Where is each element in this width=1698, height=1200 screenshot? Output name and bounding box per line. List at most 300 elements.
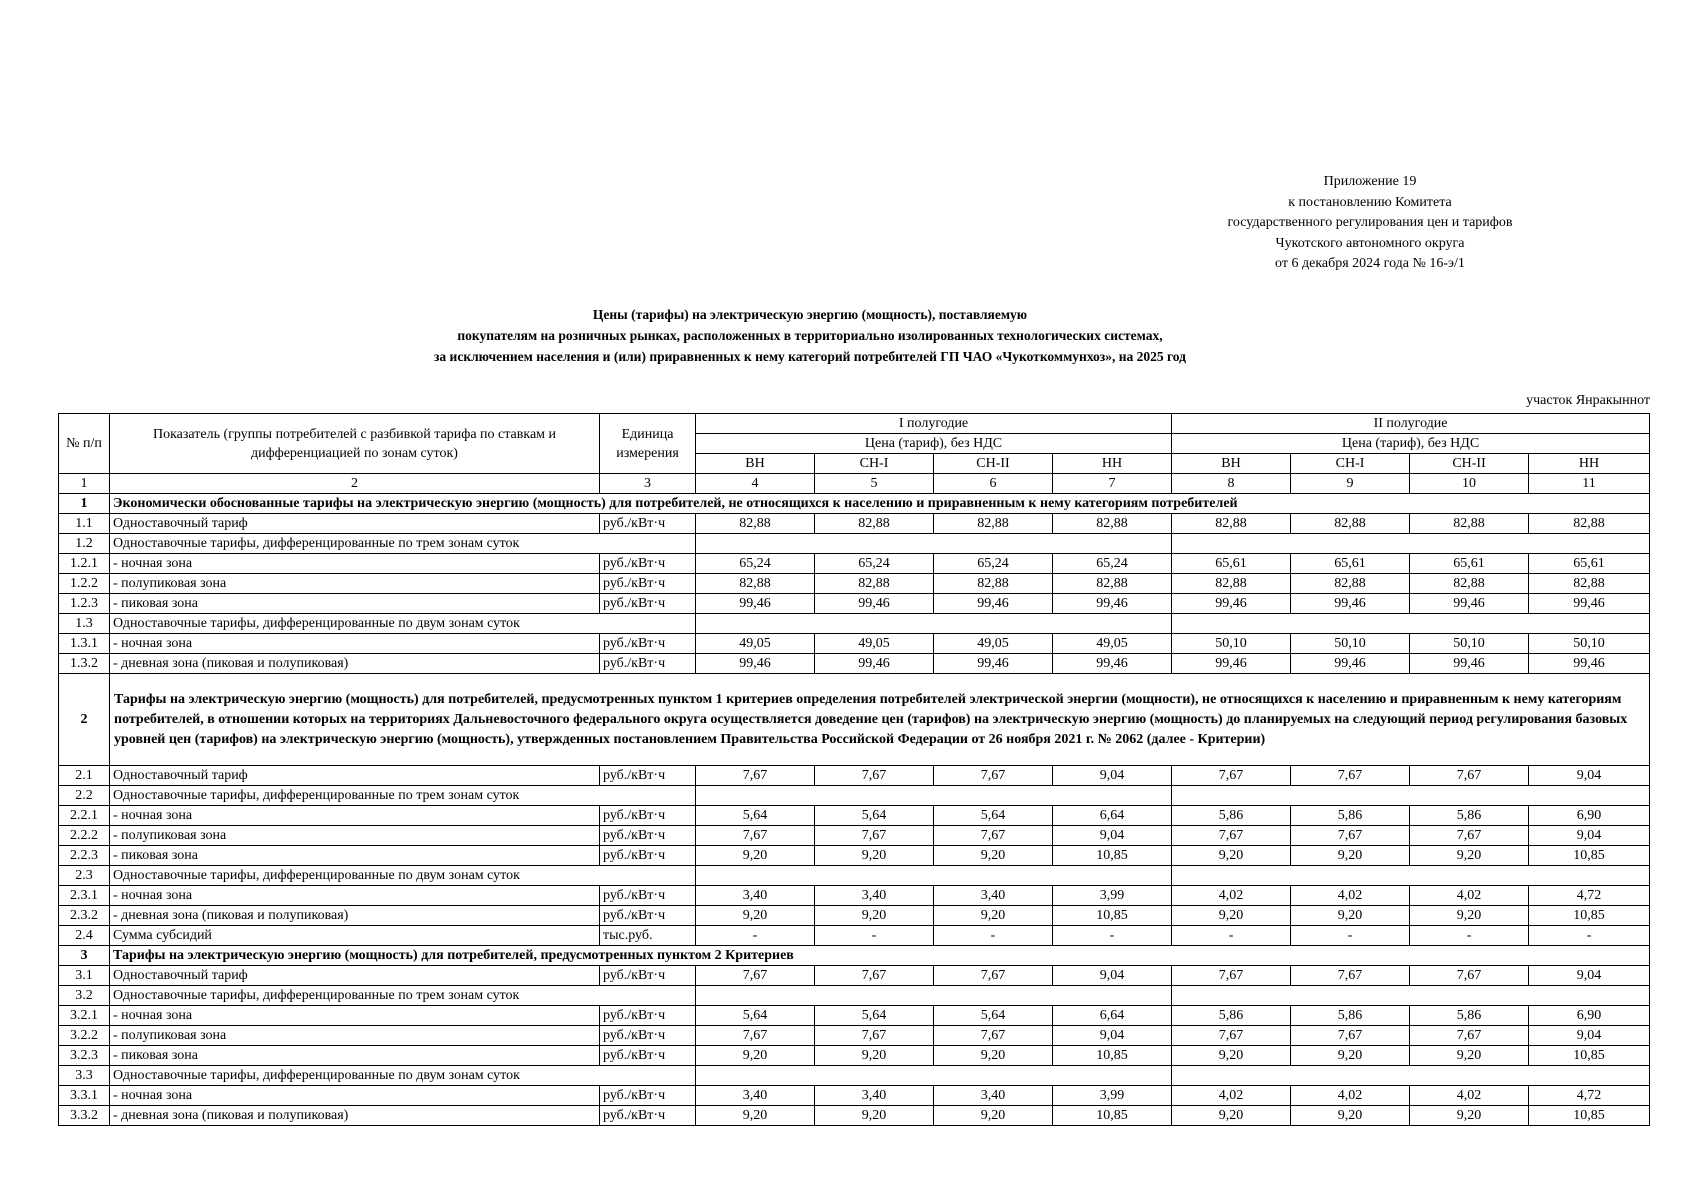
tariff-value: 99,46 <box>696 654 815 674</box>
tariff-value: 7,67 <box>696 766 815 786</box>
column-number: 6 <box>934 474 1053 494</box>
column-number: 10 <box>1410 474 1529 494</box>
column-number: 2 <box>110 474 600 494</box>
row-number: 2.2.3 <box>59 846 110 866</box>
tariff-value: 7,67 <box>696 826 815 846</box>
tariff-value: 99,46 <box>1529 594 1650 614</box>
header-half-2: II полугодие <box>1172 414 1650 434</box>
tariff-value: 5,64 <box>815 1006 934 1026</box>
row-label: Одноставочный тариф <box>110 766 600 786</box>
document-title <box>310 304 1310 367</box>
column-number: 9 <box>1291 474 1410 494</box>
tariff-value: 6,90 <box>1529 806 1650 826</box>
tariff-value: 5,64 <box>696 1006 815 1026</box>
row-label: Одноставочные тарифы, дифференцированные по трем зонам суток <box>110 786 696 806</box>
header-level: СН-II <box>934 454 1053 474</box>
tariff-value: 7,67 <box>815 766 934 786</box>
appendix-line: Чукотского автономного округа <box>1275 235 1465 251</box>
row-unit: руб./кВт·ч <box>600 1106 696 1126</box>
tariff-value: 9,04 <box>1529 966 1650 986</box>
tariff-value: 9,20 <box>1172 846 1291 866</box>
header-num: № п/п <box>59 414 110 474</box>
table-row <box>59 574 1650 594</box>
table-row <box>59 826 1650 846</box>
title-line: Цены (тарифы) на электрическую энергию (мощность), поставляемую <box>592 307 1028 322</box>
appendix-block <box>1180 172 1560 275</box>
row-label: Сумма субсидий <box>110 926 600 946</box>
row-label: Одноставочные тарифы, дифференцированные по трем зонам суток <box>110 986 696 1006</box>
tariff-value: 9,20 <box>1291 1106 1410 1126</box>
tariff-value: 50,10 <box>1529 634 1650 654</box>
tariff-value: 82,88 <box>696 514 815 534</box>
row-label: - ночная зона <box>110 554 600 574</box>
tariff-value: 7,67 <box>1172 966 1291 986</box>
table-row <box>59 926 1650 946</box>
table-row <box>59 1006 1650 1026</box>
table-row <box>59 846 1650 866</box>
tariff-value: - <box>1053 926 1172 946</box>
tariff-value: 9,20 <box>696 846 815 866</box>
tariff-value: 99,46 <box>1410 594 1529 614</box>
empty-half-1 <box>696 614 1172 634</box>
row-number: 3.2.1 <box>59 1006 110 1026</box>
tariff-value: 82,88 <box>1410 574 1529 594</box>
tariff-value: 7,67 <box>1172 1026 1291 1046</box>
tariff-value: 9,04 <box>1529 1026 1650 1046</box>
row-label: Одноставочные тарифы, дифференцированные по трем зонам суток <box>110 534 696 554</box>
tariff-value: 82,88 <box>1291 514 1410 534</box>
row-number: 1.3.1 <box>59 634 110 654</box>
row-number: 3 <box>59 946 110 966</box>
tariff-value: 6,64 <box>1053 1006 1172 1026</box>
tariff-value: 65,24 <box>1053 554 1172 574</box>
empty-half-1 <box>696 1066 1172 1086</box>
group-row <box>59 534 1650 554</box>
table-row <box>59 654 1650 674</box>
appendix-line: от 6 декабря 2024 года № 16-э/1 <box>1275 256 1465 271</box>
tariff-value: 65,61 <box>1172 554 1291 574</box>
tariff-value: 49,05 <box>1053 634 1172 654</box>
tariff-value: 9,04 <box>1053 1026 1172 1046</box>
table-row <box>59 1086 1650 1106</box>
tariff-value: 6,64 <box>1053 806 1172 826</box>
header-row-1 <box>59 414 1650 434</box>
row-number: 2.3 <box>59 866 110 886</box>
tariff-value: 5,86 <box>1291 1006 1410 1026</box>
tariff-value: 82,88 <box>815 514 934 534</box>
row-label: - ночная зона <box>110 634 600 654</box>
row-number: 1 <box>59 494 110 514</box>
row-label: - дневная зона (пиковая и полупиковая) <box>110 906 600 926</box>
tariff-value: 9,20 <box>1172 906 1291 926</box>
row-unit: руб./кВт·ч <box>600 826 696 846</box>
tariff-value: 4,72 <box>1529 886 1650 906</box>
tariff-value: 5,86 <box>1410 1006 1529 1026</box>
row-unit: руб./кВт·ч <box>600 886 696 906</box>
row-label: Одноставочные тарифы, дифференцированные по двум зонам суток <box>110 614 696 634</box>
tariff-value: 82,88 <box>1529 514 1650 534</box>
row-number: 2.3.1 <box>59 886 110 906</box>
appendix-line: государственного регулирования цен и тарифов <box>1227 215 1513 230</box>
tariff-value: 7,67 <box>1410 1026 1529 1046</box>
row-number: 3.1 <box>59 966 110 986</box>
tariff-value: 99,46 <box>934 594 1053 614</box>
tariff-value: 99,46 <box>1053 594 1172 614</box>
tariff-value: 9,04 <box>1053 766 1172 786</box>
tariff-value: 7,67 <box>1291 826 1410 846</box>
tariff-value: 6,90 <box>1529 1006 1650 1026</box>
row-number: 3.2.2 <box>59 1026 110 1046</box>
tariff-value: 9,04 <box>1053 966 1172 986</box>
tariff-value: 65,24 <box>934 554 1053 574</box>
tariff-value: 82,88 <box>1410 514 1529 534</box>
column-number: 7 <box>1053 474 1172 494</box>
tariff-value: 5,64 <box>696 806 815 826</box>
title-line: за исключением населения и (или) приравненных к нему категорий потребителей ГП ЧАО «Чукоткоммунхоз», на 2025 год <box>434 349 1186 364</box>
row-unit: руб./кВт·ч <box>600 906 696 926</box>
tariff-value: 7,67 <box>696 1026 815 1046</box>
tariff-value: 99,46 <box>1529 654 1650 674</box>
section-title: Экономически обоснованные тарифы на электрическую энергию (мощность) для потребителей, не относящихся к населению и приравненным к нему категориям потребителей <box>110 494 1650 514</box>
tariff-value: 7,67 <box>934 766 1053 786</box>
tariff-value: 99,46 <box>1172 654 1291 674</box>
row-number: 2.2.1 <box>59 806 110 826</box>
row-number: 2.2.2 <box>59 826 110 846</box>
tariff-value: 9,20 <box>934 846 1053 866</box>
row-number: 1.2.1 <box>59 554 110 574</box>
table-row <box>59 1026 1650 1046</box>
column-number: 8 <box>1172 474 1291 494</box>
row-number: 3.2 <box>59 986 110 1006</box>
empty-half-2 <box>1172 1066 1650 1086</box>
empty-half-2 <box>1172 614 1650 634</box>
tariff-value: 65,61 <box>1529 554 1650 574</box>
tariff-value: 10,85 <box>1053 906 1172 926</box>
tariff-value: 7,67 <box>934 966 1053 986</box>
tariff-value: 9,20 <box>1291 1046 1410 1066</box>
tariff-value: 82,88 <box>934 514 1053 534</box>
tariff-value: 50,10 <box>1172 634 1291 654</box>
tariff-value: 5,86 <box>1172 806 1291 826</box>
tariff-value: 4,02 <box>1410 1086 1529 1106</box>
row-label: - полупиковая зона <box>110 1026 600 1046</box>
tariff-value: 7,67 <box>1291 966 1410 986</box>
tariff-value: 82,88 <box>934 574 1053 594</box>
tariff-value: 9,20 <box>696 1046 815 1066</box>
tariff-value: 7,67 <box>1172 766 1291 786</box>
tariff-value: - <box>1410 926 1529 946</box>
tariff-value: 10,85 <box>1053 1106 1172 1126</box>
tariff-value: 3,40 <box>934 1086 1053 1106</box>
header-price-2: Цена (тариф), без НДС <box>1172 434 1650 454</box>
tariff-value: 10,85 <box>1529 1106 1650 1126</box>
header-level: СН-I <box>1291 454 1410 474</box>
row-label: - ночная зона <box>110 1006 600 1026</box>
tariff-value: - <box>1529 926 1650 946</box>
row-number: 3.3 <box>59 1066 110 1086</box>
row-number: 1.3.2 <box>59 654 110 674</box>
row-label: - пиковая зона <box>110 846 600 866</box>
tariff-value: 7,67 <box>1172 826 1291 846</box>
header-level: НН <box>1529 454 1650 474</box>
tariff-value: 9,20 <box>815 906 934 926</box>
row-label: - ночная зона <box>110 886 600 906</box>
row-number: 1.2.2 <box>59 574 110 594</box>
tariff-value: - <box>1172 926 1291 946</box>
tariff-value: 3,40 <box>696 1086 815 1106</box>
row-label: Одноставочные тарифы, дифференцированные по двум зонам суток <box>110 866 696 886</box>
tariff-value: - <box>815 926 934 946</box>
tariff-value: - <box>1291 926 1410 946</box>
row-number: 1.3 <box>59 614 110 634</box>
row-label: - дневная зона (пиковая и полупиковая) <box>110 654 600 674</box>
appendix-line: Приложение 19 <box>1323 174 1417 189</box>
title-line: покупателям на розничных рынках, расположенных в территориально изолированных технологических системах, <box>457 328 1163 343</box>
tariff-value: 99,46 <box>815 654 934 674</box>
tariff-value: 99,46 <box>1172 594 1291 614</box>
group-row <box>59 1066 1650 1086</box>
tariff-value: 4,02 <box>1291 886 1410 906</box>
table-row <box>59 514 1650 534</box>
row-label: - пиковая зона <box>110 594 600 614</box>
header-level: СН-I <box>815 454 934 474</box>
tariff-value: 3,99 <box>1053 886 1172 906</box>
row-label: - полупиковая зона <box>110 826 600 846</box>
section-title: Тарифы на электрическую энергию (мощность) для потребителей, предусмотренных пунктом 1 критериев определения потребителей электрической энергии (мощности), не относящихся к населению и приравненным к нему категориям потребителей, в отношении которых на территориях Дальневосточного федерального округа осуществляется доведение цен (тарифов) на электрическую энергию (мощность) до планируемых на следующий период регулирования базовых уровней цен (тарифов) на электрическую энергию (мощность), утвержденных постановлением Правительства Российской Федерации от 26 ноября 2021 г. № 2062 (далее - Критерии) <box>110 674 1650 766</box>
row-number: 2.2 <box>59 786 110 806</box>
column-number: 4 <box>696 474 815 494</box>
empty-half-2 <box>1172 534 1650 554</box>
table-row <box>59 554 1650 574</box>
row-unit: руб./кВт·ч <box>600 594 696 614</box>
tariff-value: 65,24 <box>696 554 815 574</box>
tariff-value: 7,67 <box>696 966 815 986</box>
tariff-value: 99,46 <box>1410 654 1529 674</box>
tariff-value: 99,46 <box>1053 654 1172 674</box>
tariff-value: 9,20 <box>1172 1046 1291 1066</box>
tariff-value: 9,20 <box>1291 846 1410 866</box>
table-row <box>59 806 1650 826</box>
column-number: 1 <box>59 474 110 494</box>
section-row <box>59 674 1650 766</box>
tariff-value: 5,86 <box>1291 806 1410 826</box>
tariff-value: 7,67 <box>815 826 934 846</box>
row-number: 2.1 <box>59 766 110 786</box>
tariff-value: 82,88 <box>1053 514 1172 534</box>
tariff-value: 3,40 <box>696 886 815 906</box>
row-unit: руб./кВт·ч <box>600 846 696 866</box>
tariff-value: 7,67 <box>1291 766 1410 786</box>
tariff-value: 82,88 <box>1172 574 1291 594</box>
tariff-value: 4,02 <box>1291 1086 1410 1106</box>
tariff-value: 9,20 <box>934 906 1053 926</box>
tariff-value: 49,05 <box>696 634 815 654</box>
table-row <box>59 1046 1650 1066</box>
tariff-value: 9,20 <box>1410 846 1529 866</box>
row-unit: руб./кВт·ч <box>600 634 696 654</box>
row-label: - полупиковая зона <box>110 574 600 594</box>
row-unit: руб./кВт·ч <box>600 1026 696 1046</box>
tariff-value: 50,10 <box>1291 634 1410 654</box>
row-unit: руб./кВт·ч <box>600 554 696 574</box>
appendix-line: к постановлению Комитета <box>1288 194 1452 210</box>
tariff-value: 9,20 <box>1410 906 1529 926</box>
tariff-value: 10,85 <box>1529 906 1650 926</box>
tariff-value: 10,85 <box>1529 1046 1650 1066</box>
header-indicator: Показатель (группы потребителей с разбивкой тарифа по ставкам и дифференциацией по зонам суток) <box>110 414 600 474</box>
tariff-value: 9,20 <box>815 846 934 866</box>
column-numbers-row <box>59 474 1650 494</box>
row-unit: руб./кВт·ч <box>600 1046 696 1066</box>
header-level: СН-II <box>1410 454 1529 474</box>
empty-half-1 <box>696 534 1172 554</box>
table-row <box>59 1106 1650 1126</box>
tariff-value: 5,64 <box>815 806 934 826</box>
row-unit: руб./кВт·ч <box>600 1086 696 1106</box>
row-label: - пиковая зона <box>110 1046 600 1066</box>
row-number: 1.2.3 <box>59 594 110 614</box>
group-row <box>59 786 1650 806</box>
tariff-value: 10,85 <box>1053 1046 1172 1066</box>
empty-half-1 <box>696 866 1172 886</box>
tariff-value: 99,46 <box>696 594 815 614</box>
tariff-value: 9,04 <box>1529 826 1650 846</box>
tariff-value: 3,40 <box>934 886 1053 906</box>
group-row <box>59 986 1650 1006</box>
row-unit: руб./кВт·ч <box>600 654 696 674</box>
tariff-value: 9,20 <box>1410 1046 1529 1066</box>
tariff-value: 65,24 <box>815 554 934 574</box>
header-level: ВН <box>696 454 815 474</box>
tariff-value: 5,86 <box>1410 806 1529 826</box>
tariff-value: 99,46 <box>1291 594 1410 614</box>
tariff-value: 3,40 <box>815 1086 934 1106</box>
tariff-value: 65,61 <box>1291 554 1410 574</box>
empty-half-2 <box>1172 986 1650 1006</box>
row-number: 2.3.2 <box>59 906 110 926</box>
column-number: 3 <box>600 474 696 494</box>
tariff-value: 82,88 <box>1291 574 1410 594</box>
tariff-value: 5,86 <box>1172 1006 1291 1026</box>
header-level: НН <box>1053 454 1172 474</box>
tariff-value: 99,46 <box>1291 654 1410 674</box>
tariff-value: 82,88 <box>1172 514 1291 534</box>
tariff-value: 9,04 <box>1529 766 1650 786</box>
tariff-table <box>58 413 1650 1126</box>
section-row <box>59 946 1650 966</box>
tariff-value: 7,67 <box>1410 966 1529 986</box>
tariff-value: 5,64 <box>934 1006 1053 1026</box>
tariff-value: 7,67 <box>934 1026 1053 1046</box>
tariff-value: 9,20 <box>1291 906 1410 926</box>
group-row <box>59 866 1650 886</box>
tariff-value: 82,88 <box>1053 574 1172 594</box>
table-row <box>59 906 1650 926</box>
row-unit: руб./кВт·ч <box>600 966 696 986</box>
row-number: 1.2 <box>59 534 110 554</box>
row-label: - ночная зона <box>110 806 600 826</box>
tariff-value: 50,10 <box>1410 634 1529 654</box>
row-label: - ночная зона <box>110 1086 600 1106</box>
tariff-value: 5,64 <box>934 806 1053 826</box>
header-price-1: Цена (тариф), без НДС <box>696 434 1172 454</box>
row-number: 2 <box>59 674 110 766</box>
tariff-value: 7,67 <box>934 826 1053 846</box>
row-number: 2.4 <box>59 926 110 946</box>
tariff-value: 7,67 <box>815 966 934 986</box>
tariff-value: 9,20 <box>696 1106 815 1126</box>
tariff-value: 82,88 <box>815 574 934 594</box>
tariff-value: 99,46 <box>934 654 1053 674</box>
empty-half-1 <box>696 786 1172 806</box>
column-number: 11 <box>1529 474 1650 494</box>
tariff-value: 7,67 <box>1410 826 1529 846</box>
table-row <box>59 766 1650 786</box>
tariff-value: 7,67 <box>815 1026 934 1046</box>
tariff-value: 9,20 <box>1410 1106 1529 1126</box>
row-unit: тыс.руб. <box>600 926 696 946</box>
tariff-value: 7,67 <box>1291 1026 1410 1046</box>
tariff-value: 99,46 <box>815 594 934 614</box>
row-unit: руб./кВт·ч <box>600 1006 696 1026</box>
empty-half-2 <box>1172 866 1650 886</box>
row-number: 3.2.3 <box>59 1046 110 1066</box>
tariff-value: 9,20 <box>934 1106 1053 1126</box>
empty-half-1 <box>696 986 1172 1006</box>
tariff-value: 3,99 <box>1053 1086 1172 1106</box>
tariff-value: 4,72 <box>1529 1086 1650 1106</box>
tariff-value: 82,88 <box>696 574 815 594</box>
empty-half-2 <box>1172 786 1650 806</box>
section-row <box>59 494 1650 514</box>
row-unit: руб./кВт·ч <box>600 574 696 594</box>
tariff-value: 49,05 <box>815 634 934 654</box>
header-level: ВН <box>1172 454 1291 474</box>
row-label: Одноставочные тарифы, дифференцированные по двум зонам суток <box>110 1066 696 1086</box>
header-half-1: I полугодие <box>696 414 1172 434</box>
tariff-value: 9,20 <box>815 1046 934 1066</box>
table-row <box>59 634 1650 654</box>
tariff-value: 82,88 <box>1529 574 1650 594</box>
tariff-value: 10,85 <box>1529 846 1650 866</box>
tariff-value: 9,20 <box>815 1106 934 1126</box>
tariff-value: 65,61 <box>1410 554 1529 574</box>
row-unit: руб./кВт·ч <box>600 514 696 534</box>
column-number: 5 <box>815 474 934 494</box>
tariff-value: 9,20 <box>1172 1106 1291 1126</box>
row-number: 1.1 <box>59 514 110 534</box>
tariff-value: 10,85 <box>1053 846 1172 866</box>
tariff-value: 4,02 <box>1172 886 1291 906</box>
tariff-value: - <box>696 926 815 946</box>
tariff-value: 4,02 <box>1410 886 1529 906</box>
tariff-value: 49,05 <box>934 634 1053 654</box>
tariff-value: - <box>934 926 1053 946</box>
tariff-value: 9,04 <box>1053 826 1172 846</box>
section-title: Тарифы на электрическую энергию (мощность) для потребителей, предусмотренных пунктом 2 Критериев <box>110 946 1650 966</box>
header-unit: Единица измерения <box>600 414 696 474</box>
row-number: 3.3.2 <box>59 1106 110 1126</box>
row-unit: руб./кВт·ч <box>600 806 696 826</box>
tariff-value: 7,67 <box>1410 766 1529 786</box>
tariff-value: 4,02 <box>1172 1086 1291 1106</box>
table-row <box>59 966 1650 986</box>
row-label: Одноставочный тариф <box>110 514 600 534</box>
group-row <box>59 614 1650 634</box>
row-label: - дневная зона (пиковая и полупиковая) <box>110 1106 600 1126</box>
area-label: участок Янракыннот <box>1526 393 1650 408</box>
table-row <box>59 594 1650 614</box>
